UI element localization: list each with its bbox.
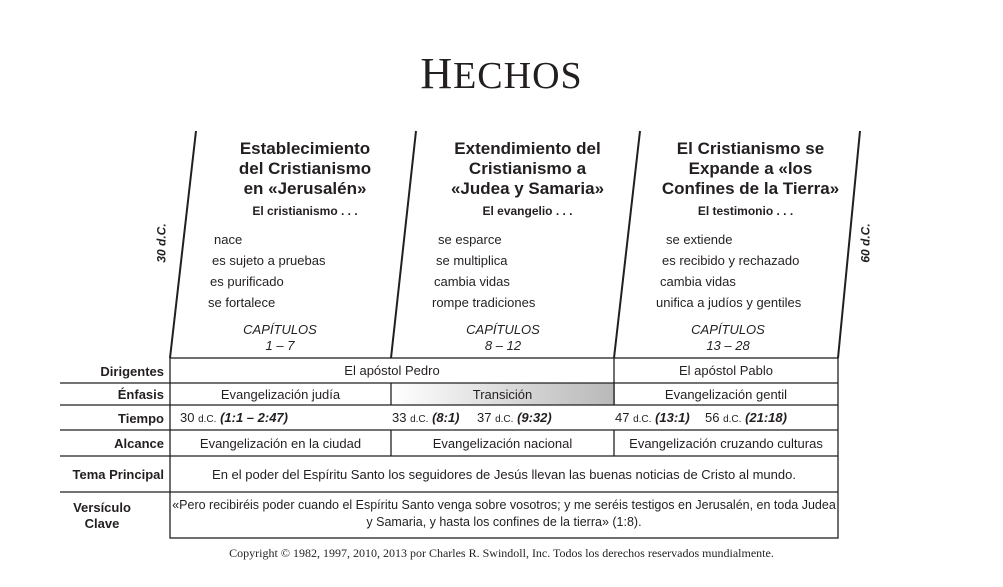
start-date: 30 d.C. xyxy=(154,223,169,263)
section-3-subtitle: El testimonio . . . xyxy=(697,204,794,218)
section-3-item: cambia vidas xyxy=(660,274,736,289)
section-1-item: es purificado xyxy=(210,274,284,289)
section-2-subtitle: El evangelio . . . xyxy=(482,204,573,218)
section-3-item: unifica a judíos y gentiles xyxy=(656,295,802,310)
row-label-enfasis: Énfasis xyxy=(117,387,164,402)
enfasis-judia: Evangelización judía xyxy=(220,386,341,402)
row-label-alcance: Alcance xyxy=(114,436,164,451)
enfasis-gentil: Evangelización gentil xyxy=(664,386,788,402)
row-label-tiempo: Tiempo xyxy=(118,411,164,426)
section-1-item: es sujeto a pruebas xyxy=(212,253,326,268)
section-2-heading: Extendimiento del Cristianismo a «Judea y Samaria» xyxy=(450,139,605,198)
page-title: HECHOS xyxy=(420,49,583,98)
copyright: Copyright © 1982, 1997, 2010, 2013 por Charles R. Swindoll, Inc. Todos los derechos reservados mundialmente. xyxy=(229,546,774,560)
tema-principal: En el poder del Espíritu Santo los seguidores de Jesús llevan las buenas noticias de Cristo al mundo. xyxy=(212,466,796,482)
alcance-nacional: Evangelización nacional xyxy=(432,435,573,451)
row-label-versiculo: Versículo Clave xyxy=(73,500,131,531)
alcance-ciudad: Evangelización en la ciudad xyxy=(199,435,362,451)
tiempo-entry: 37 d.C. (9:32) xyxy=(477,410,552,425)
row-label-dirigentes: Dirigentes xyxy=(100,364,164,379)
enfasis-transicion: Transición xyxy=(472,386,533,402)
divider-start xyxy=(170,131,196,358)
section-3-item: se extiende xyxy=(666,232,733,247)
tiempo-entry: 56 d.C. (21:18) xyxy=(705,410,787,425)
dirigentes-pedro: El apóstol Pedro xyxy=(344,363,440,378)
alcance-culturas: Evangelización cruzando culturas xyxy=(629,435,823,451)
versiculo-clave: «Pero recibiréis poder cuando el Espíritu Santo venga sobre vosotros; y me seréis testigos en Jerusalén, en toda Judea y Samaria, y hasta los confines de la tierra» (1:8). xyxy=(172,498,836,529)
section-2-item: cambia vidas xyxy=(434,274,510,289)
section-1-subtitle: El cristianismo . . . xyxy=(252,204,358,218)
section-1-item: nace xyxy=(214,232,243,247)
section-1-item: se fortalece xyxy=(208,295,276,310)
dirigentes-pablo: El apóstol Pablo xyxy=(679,363,773,378)
section-2-item: se esparce xyxy=(438,232,502,247)
section-3-item: es recibido y rechazado xyxy=(662,253,800,268)
section-2-item: rompe tradiciones xyxy=(432,295,536,310)
tiempo-entry: 47 d.C. (13:1) xyxy=(615,410,690,425)
section-3-heading: El Cristianismo se Expande a «los Confines de la Tierra» xyxy=(661,139,840,198)
tiempo-entry: 30 d.C. (1:1 – 2:47) xyxy=(180,410,288,425)
end-date: 60 d.C. xyxy=(858,223,873,263)
section-3-chapters: CAPÍTULOS 13 – 28 xyxy=(691,322,765,353)
tiempo-entry: 33 d.C. (8:1) xyxy=(392,410,460,425)
section-2-item: se multiplica xyxy=(436,253,508,268)
row-label-tema: Tema Principal xyxy=(72,467,164,482)
section-1-heading: Establecimiento del Cristianismo en «Jerusalén» xyxy=(238,139,372,198)
section-2-chapters: CAPÍTULOS 8 – 12 xyxy=(466,322,540,353)
section-1-chapters: CAPÍTULOS 1 – 7 xyxy=(243,322,317,353)
